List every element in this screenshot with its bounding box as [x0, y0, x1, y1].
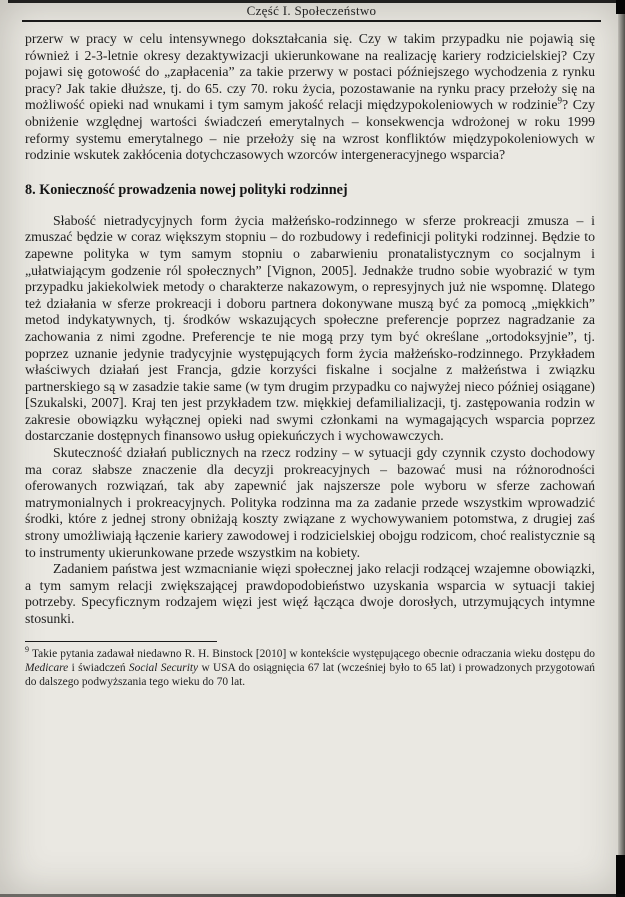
footnote-text: [25, 647, 595, 690]
scan-corner-top-right: [616, 0, 625, 14]
running-header-title: Część I. Społeczeństwo: [246, 3, 377, 18]
footnote-marker: 9: [25, 645, 29, 655]
paragraph-text-before-footnote-ref: przerw w pracy w celu intensywnego dokształcania się. Czy w takim przypadku nie pojawią się również i 2-3-letnie okresy dezaktywizacji ukierunkowane na realizację kariery rodzicielskiej? Czy pojawi się gotowość do „zapłacenia” za takie przerwy w postaci późniejszego wychodzenia z rynku pracy? Jak takie dłuższe, tj. do 65. czy 70. roku życia, pozostawanie na rynku pracy przełoży się na możliwość opieki nad wnukami i tym samym jakość relacji międzypokoleniowych w rodzinie: [25, 31, 595, 113]
body-paragraph-2: Słabość nietradycyjnych form życia małżeńsko-rodzinnego w sferze prokreacji zmusza – i zmuszać będzie w coraz większym stopniu – do rozbudowy i redefinicji polityki rodzinnej. Będzie to zapewne polityka w tym samym stopniu o zabarwieniu pronatalistycznym co socjalnym i „ułatwiającym godzenie ról społecznych” [Vignon, 2005]. Jednakże trudno sobie wyobrazić w tym przypadku jakiekolwiek metody o charakterze nakazowym, o represyjnych już nie wspomnę. Dlatego też działania w sferze prokreacji i doboru partnera dokonywane muszą być za pomocą „miękkich” metod indykatywnych, tj. środków wskazujących społeczne preferencje poprzez nagradzanie za zachowania z nimi zgodne. Preferencje te nie mogą przy tym być określane „ortodoksyjnie”, tj. poprzez uznanie jedynie tradycyjnie występujących form życia małżeńsko-rodzinnego. Przykładem właściwych działań jest Francja, gdzie korzyści fiskalne i socjalne z małżeństwa i związku partnerskiego są w zasadzie takie same (w tym drugim przypadku co najwyżej nieco później osiągane) [Szukalski, 2007]. Kraj ten jest przykładem tzw. miękkiej defamilializacji, tj. zastępowania rodzin w zakresie obowiązku wyłącznej opieki nad swymi członkami na wymagających wsparcia poprzez dostarczanie dostępnych finansowo usług opiekuńczych i wychowawczych.: [25, 212, 595, 444]
paragraph-text-after-footnote-ref: ? Czy obniżenie względnej wartości świadczeń emerytalnych – konsekwencja wdrożonej w roku 1999 reformy systemu emerytalnego – nie przełoży się na wzrost konfliktów międzypokoleniowych w rodzinie wskutek zakłócenia dotychczasowych wzorców intergeneracyjnego wsparcia?: [25, 97, 595, 163]
body-paragraph-4: Zadaniem państwa jest wzmacnianie więzi społecznej jako relacji rodzącej wzajemne obowiązki, a tym samym relacji zwiększającej prawdopodobieństwo uzyskania wsparcia w sytuacji takiej potrzeby. Specyficznym rodzajem więzi jest więź łącząca dwoje dorosłych, utrzymujących intymne stosunki.: [25, 561, 595, 626]
page-content: [25, 31, 595, 690]
footnote-segment-3: w USA do osiągnięcia 67 lat (wcześniej było to 65 lat) i prowadzonych przygotowań do dalszego podwyższania tego wieku do 70 lat.: [25, 662, 595, 689]
footnote-reference-9: 9: [557, 95, 562, 106]
footnote-segment-1: Takie pytania zadawał niedawno R. H. Binstock [2010] w kontekście występującego obecnie odraczania wieku dostępu do: [32, 647, 595, 660]
footnote-italic-social-security: Social Security: [128, 662, 199, 675]
header-rule: [22, 20, 601, 22]
footnote-segment-2: i świadczeń: [68, 662, 129, 675]
section-heading: 8. Konieczność prowadzenia nowej polityki rodzinnej: [25, 181, 348, 198]
body-paragraph-3: Skuteczność działań publicznych na rzecz rodziny – w sytuacji gdy czynnik czysto dochodowy ma coraz słabsze znaczenie dla decyzji prokreacyjnych – bazować musi na różnorodności oferowanych rozwiązań, tak aby zapewnić jak najszersze pole wyboru w sferze zachowań matrymonialnych i prokreacyjnych. Polityka rodzinna ma za zadanie przede wszystkim wprowadzić środki, które z jednej strony obniżają koszty związane z wychowywaniem potomstwa, z drugiej zaś strony umożliwiają łączenie kariery zawodowej i rodzicielskiej obojgu rodzicom, choć realistycznie są to instrumenty ukierunkowane przede wszystkim na kobiety.: [25, 445, 595, 560]
running-header: [22, 3, 601, 22]
footnote-rule: [25, 641, 217, 642]
body-paragraph-1: [25, 31, 595, 164]
footnote-block: [25, 641, 595, 690]
scan-edge-right: [618, 0, 625, 897]
footnote-italic-medicare: Medicare: [25, 662, 69, 675]
scan-corner-bottom-right: [616, 855, 625, 897]
